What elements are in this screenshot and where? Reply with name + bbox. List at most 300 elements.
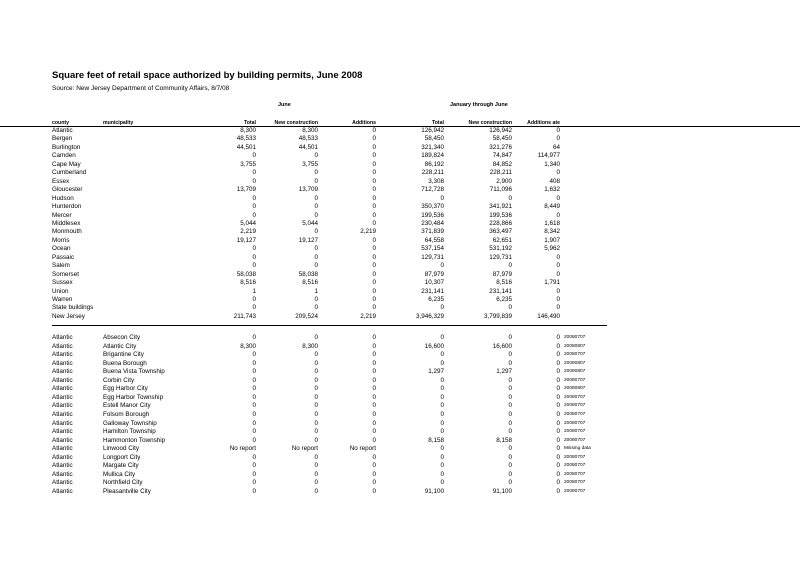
cell-ytd-additions: 0 [556, 342, 560, 350]
cell-ytd-new-construction: 0 [508, 393, 512, 401]
cell-ytd-new-construction: 16,600 [492, 342, 512, 350]
cell-june-total: 0 [252, 470, 256, 478]
cell-june-additions: 2,219 [360, 312, 376, 320]
cell-municipality: Margate City [103, 462, 139, 470]
cell-june-new-construction: 0 [314, 419, 318, 427]
cell-report-date: 20080707 [564, 463, 586, 469]
cell-june-additions: 0 [372, 270, 376, 278]
cell-june-total: 0 [252, 351, 256, 359]
cell-june-total: 0 [252, 410, 256, 418]
cell-county: Warren [52, 296, 73, 303]
cell-report-date: 20080807 [564, 343, 586, 349]
cell-june-new-construction: 3,755 [302, 160, 318, 168]
cell-report-date: 20080707 [564, 403, 586, 409]
table-row [0, 351, 800, 359]
col-ytd-additions: Additions ate [527, 120, 560, 126]
cell-june-new-construction: 0 [314, 169, 318, 177]
cell-ytd-total: 0 [440, 445, 444, 453]
cell-ytd-total: 0 [440, 428, 444, 436]
cell-county: Ocean [52, 245, 71, 253]
cell-ytd-total: 231,141 [421, 287, 444, 295]
table-row [0, 454, 800, 462]
cell-june-total: 0 [252, 428, 256, 436]
cell-june-total: 0 [252, 393, 256, 401]
cell-june-additions: 0 [372, 428, 376, 436]
cell-report-date: 20080707 [564, 471, 586, 477]
cell-ytd-new-construction: 87,979 [492, 270, 512, 278]
cell-june-total: 0 [252, 376, 256, 384]
table-row [0, 411, 800, 419]
cell-municipality: Galloway Township [103, 419, 157, 427]
cell-june-total: 0 [252, 385, 256, 393]
cell-county: Atlantic [52, 436, 73, 444]
cell-municipality: Longport City [103, 453, 141, 461]
cell-ytd-total: 0 [440, 385, 444, 393]
cell-june-additions: 0 [372, 334, 376, 341]
cell-ytd-additions: 0 [556, 334, 560, 341]
cell-county: Gloucester [52, 186, 83, 194]
cell-county: Atlantic [52, 334, 73, 341]
cell-ytd-additions: 1,907 [544, 236, 560, 244]
cell-ytd-new-construction: 0 [508, 304, 512, 312]
cell-municipality: Buena Borough [103, 359, 147, 367]
cell-ytd-total: 321,340 [421, 143, 444, 151]
cell-ytd-total: 0 [440, 359, 444, 367]
cell-ytd-new-construction: 0 [508, 359, 512, 367]
cell-ytd-new-construction: 231,141 [489, 287, 512, 295]
cell-municipality: Hammonton Township [103, 436, 166, 444]
cell-ytd-new-construction: 0 [508, 419, 512, 427]
cell-june-additions: 0 [372, 351, 376, 359]
cell-ytd-total: 10,307 [424, 279, 444, 287]
cell-ytd-total: 350,370 [421, 203, 444, 211]
cell-ytd-additions: 5,962 [544, 245, 560, 253]
cell-county: Cape May [52, 160, 81, 168]
cell-ytd-total: 16,600 [424, 342, 444, 350]
cell-ytd-total: 8,158 [428, 436, 444, 444]
cell-june-total: 8,516 [240, 279, 256, 287]
cell-june-total: 0 [252, 334, 256, 341]
cell-june-total: 0 [252, 453, 256, 461]
cell-june-new-construction: 0 [314, 296, 318, 303]
cell-june-total: 5,044 [240, 219, 256, 227]
cell-report-date: 20080707 [564, 394, 586, 400]
col-ytd-total: Total [431, 120, 444, 126]
cell-report-date: 20080707 [564, 352, 586, 358]
table-row [0, 178, 800, 186]
cell-june-additions: 0 [372, 177, 376, 185]
cell-june-additions: 0 [372, 236, 376, 244]
cell-june-additions: 0 [372, 135, 376, 143]
table-row [0, 462, 800, 470]
cell-june-new-construction: 0 [314, 479, 318, 487]
cell-june-new-construction: 13,709 [298, 186, 318, 194]
table-row [0, 445, 800, 453]
cell-county: State buildings [52, 304, 94, 312]
cell-ytd-total: 0 [440, 419, 444, 427]
table-row [0, 437, 800, 445]
table-row [0, 394, 800, 402]
cell-ytd-additions: 0 [556, 393, 560, 401]
cell-june-additions: 0 [372, 402, 376, 410]
cell-ytd-new-construction: 341,921 [489, 203, 512, 211]
cell-ytd-new-construction: 0 [508, 445, 512, 453]
cell-june-additions: 0 [372, 127, 376, 134]
cell-county: Atlantic [52, 385, 73, 393]
table-row [0, 245, 800, 253]
table-row [0, 377, 800, 385]
cell-county: Atlantic [52, 359, 73, 367]
cell-june-additions: 0 [372, 160, 376, 168]
cell-june-additions: 0 [372, 203, 376, 211]
cell-ytd-new-construction: 3,799,839 [483, 312, 512, 320]
cell-municipality: Absecon City [103, 334, 141, 341]
cell-ytd-total: 1,297 [428, 368, 444, 376]
column-header-row [0, 120, 800, 127]
cell-ytd-additions: 0 [556, 436, 560, 444]
table-row [0, 288, 800, 296]
cell-june-new-construction: 0 [314, 334, 318, 341]
cell-june-total: 0 [252, 203, 256, 211]
cell-county: Atlantic [52, 342, 73, 350]
cell-ytd-total: 64,558 [424, 236, 444, 244]
cell-june-additions: 0 [372, 194, 376, 202]
cell-ytd-new-construction: 0 [508, 376, 512, 384]
table-row [0, 212, 800, 220]
cell-june-new-construction: 0 [314, 393, 318, 401]
cell-county: Somerset [52, 270, 79, 278]
cell-june-additions: 0 [372, 245, 376, 253]
cell-june-total: 0 [252, 402, 256, 410]
col-june-total: Total [243, 120, 256, 126]
cell-june-new-construction: 8,300 [302, 127, 318, 134]
col-county: county [52, 120, 70, 126]
cell-report-date: 20080807 [564, 369, 586, 375]
cell-ytd-total: 0 [440, 351, 444, 359]
cell-municipality: Hamilton Township [103, 428, 156, 436]
cell-county: Atlantic [52, 428, 73, 436]
cell-ytd-new-construction: 363,497 [489, 228, 512, 236]
cell-june-new-construction: 0 [314, 262, 318, 270]
cell-ytd-additions: 0 [556, 410, 560, 418]
cell-june-total: 0 [252, 304, 256, 312]
cell-june-total: 0 [252, 368, 256, 376]
cell-county: Atlantic [52, 410, 73, 418]
cell-ytd-additions: 0 [556, 262, 560, 270]
cell-june-total: 0 [252, 479, 256, 487]
cell-june-new-construction: 48,533 [298, 135, 318, 143]
cell-june-new-construction: 0 [314, 228, 318, 236]
cell-june-total: 58,038 [236, 270, 256, 278]
cell-ytd-additions: 0 [556, 428, 560, 436]
table-row [0, 488, 800, 496]
cell-ytd-new-construction: 0 [508, 385, 512, 393]
cell-report-date: 20080707 [564, 420, 586, 426]
table-row [0, 144, 800, 152]
col-june-additions: Additions [352, 120, 376, 126]
cell-june-additions: 0 [372, 296, 376, 303]
cell-june-new-construction: 0 [314, 410, 318, 418]
cell-report-date: 20080707 [564, 454, 586, 460]
cell-county: Atlantic [52, 479, 73, 487]
cell-ytd-new-construction: 228,211 [489, 169, 512, 177]
cell-ytd-new-construction: 0 [508, 402, 512, 410]
cell-ytd-additions: 0 [556, 211, 560, 219]
report-source: Source: New Jersey Department of Community Affairs, 8/7/08 [52, 85, 230, 92]
cell-ytd-additions: 0 [556, 287, 560, 295]
cell-june-additions: 0 [372, 462, 376, 470]
cell-county: Hunterdon [52, 203, 82, 211]
cell-ytd-total: 0 [440, 462, 444, 470]
table-row [0, 471, 800, 479]
cell-june-additions: 0 [372, 359, 376, 367]
cell-ytd-total: 0 [440, 402, 444, 410]
cell-county: Bergen [52, 135, 73, 143]
cell-ytd-new-construction: 0 [508, 428, 512, 436]
cell-june-additions: 0 [372, 419, 376, 427]
cell-municipality: Mullica City [103, 470, 136, 478]
cell-county: Mercer [52, 211, 72, 219]
cell-june-total: 0 [252, 296, 256, 303]
cell-june-new-construction: 0 [314, 368, 318, 376]
cell-county: Middlesex [52, 219, 81, 227]
cell-june-total: 19,127 [236, 236, 256, 244]
cell-ytd-new-construction: 199,536 [489, 211, 512, 219]
cell-ytd-additions: 0 [556, 376, 560, 384]
cell-june-new-construction: 209,524 [295, 312, 318, 320]
cell-county: Atlantic [52, 487, 73, 495]
cell-municipality: Egg Harbor City [103, 385, 148, 393]
cell-june-additions: 0 [372, 487, 376, 495]
cell-june-total: 8,300 [240, 127, 256, 134]
cell-ytd-new-construction: 6,235 [496, 296, 512, 303]
cell-county: Atlantic [52, 445, 73, 453]
cell-ytd-new-construction: 0 [508, 262, 512, 270]
table-row [0, 368, 800, 376]
cell-ytd-additions: 64 [552, 143, 560, 151]
cell-ytd-new-construction: 0 [508, 479, 512, 487]
cell-ytd-additions: 8,342 [544, 228, 560, 236]
cell-ytd-additions: 0 [556, 470, 560, 478]
cell-ytd-additions: 1,632 [544, 186, 560, 194]
cell-ytd-total: 0 [440, 194, 444, 202]
cell-county: Morris [52, 236, 70, 244]
cell-municipality: Linwood City [103, 445, 140, 453]
cell-county: Atlantic [52, 127, 73, 134]
cell-june-total: 0 [252, 169, 256, 177]
table-row [0, 237, 800, 245]
cell-june-additions: 0 [372, 436, 376, 444]
ytd-group-header: January through June [450, 102, 508, 108]
cell-june-new-construction: 0 [314, 194, 318, 202]
cell-ytd-new-construction: 126,942 [489, 127, 512, 134]
cell-ytd-total: 199,536 [421, 211, 444, 219]
cell-ytd-additions: 0 [556, 445, 560, 453]
table-row [0, 228, 800, 236]
cell-ytd-new-construction: 321,276 [489, 143, 512, 151]
cell-ytd-new-construction: 129,731 [489, 253, 512, 261]
cell-municipality: Northfield City [103, 479, 143, 487]
cell-ytd-new-construction: 228,866 [489, 219, 512, 227]
cell-june-additions: 0 [372, 287, 376, 295]
cell-ytd-total: 0 [440, 304, 444, 312]
cell-ytd-total: 91,100 [424, 487, 444, 495]
cell-june-new-construction: 0 [314, 203, 318, 211]
cell-ytd-additions: 1,791 [544, 279, 560, 287]
cell-county: Atlantic [52, 351, 73, 359]
table-row [0, 254, 800, 262]
col-june-new-construction: New construction [274, 120, 318, 126]
cell-municipality: Buena Vista Township [103, 368, 165, 376]
cell-report-date: Missing data [564, 446, 591, 452]
cell-june-total: 0 [252, 436, 256, 444]
cell-ytd-new-construction: 0 [508, 470, 512, 478]
table-row [0, 479, 800, 487]
june-group-header: June [278, 102, 291, 108]
cell-report-date: 20080707 [564, 488, 586, 494]
cell-june-new-construction: 0 [314, 385, 318, 393]
cell-ytd-additions: 8,449 [544, 203, 560, 211]
cell-ytd-total: 6,235 [428, 296, 444, 303]
cell-june-total: 0 [252, 152, 256, 160]
cell-june-total: 211,743 [233, 312, 256, 320]
cell-june-total: 0 [252, 211, 256, 219]
cell-june-total: 0 [252, 245, 256, 253]
cell-ytd-new-construction: 74,847 [492, 152, 512, 160]
report-title: Square feet of retail space authorized by building permits, June 2008 [52, 70, 363, 81]
table-row [0, 279, 800, 287]
cell-ytd-new-construction: 531,192 [489, 245, 512, 253]
cell-ytd-new-construction: 0 [508, 351, 512, 359]
cell-ytd-additions: 0 [556, 169, 560, 177]
cell-ytd-total: 0 [440, 479, 444, 487]
cell-ytd-total: 0 [440, 334, 444, 341]
table-row [0, 262, 800, 270]
cell-county: Union [52, 287, 69, 295]
table-row [0, 135, 800, 143]
cell-june-total: 44,501 [236, 143, 256, 151]
cell-june-additions: 0 [372, 152, 376, 160]
cell-ytd-additions: 0 [556, 270, 560, 278]
cell-ytd-total: 712,728 [421, 186, 444, 194]
cell-ytd-total: 87,979 [424, 270, 444, 278]
cell-june-new-construction: 8,300 [302, 342, 318, 350]
cell-june-total: No report [229, 445, 256, 453]
cell-june-new-construction: 0 [314, 351, 318, 359]
cell-june-additions: 0 [372, 143, 376, 151]
cell-county: Passaic [52, 253, 75, 261]
table-row [0, 420, 800, 428]
cell-municipality: Atlantic City [103, 342, 137, 350]
cell-june-additions: 0 [372, 453, 376, 461]
cell-county: Burlington [52, 143, 81, 151]
cell-ytd-additions: 0 [556, 351, 560, 359]
cell-county: Atlantic [52, 368, 73, 376]
cell-county: Sussex [52, 279, 73, 287]
cell-ytd-total: 3,946,329 [415, 312, 444, 320]
cell-ytd-additions: 0 [556, 304, 560, 312]
cell-june-additions: 0 [372, 479, 376, 487]
cell-county: Salem [52, 262, 70, 270]
cell-county: Cumberland [52, 169, 87, 177]
cell-ytd-additions: 0 [556, 253, 560, 261]
cell-report-date: 20080707 [564, 411, 586, 417]
cell-june-additions: 0 [372, 410, 376, 418]
cell-ytd-new-construction: 0 [508, 410, 512, 418]
cell-ytd-total: 3,308 [428, 177, 444, 185]
cell-ytd-total: 537,154 [421, 245, 444, 253]
cell-june-total: 0 [252, 462, 256, 470]
cell-ytd-new-construction: 2,900 [496, 177, 512, 185]
cell-county: Atlantic [52, 393, 73, 401]
cell-report-date: 20080707 [564, 437, 586, 443]
cell-ytd-additions: 0 [556, 385, 560, 393]
cell-municipality: Brigantine City [103, 351, 144, 359]
cell-county: Essex [52, 177, 70, 185]
cell-report-date: 20080707 [564, 377, 586, 383]
cell-county: Atlantic [52, 376, 73, 384]
cell-june-new-construction: 5,044 [302, 219, 318, 227]
cell-june-new-construction: 0 [314, 304, 318, 312]
cell-ytd-total: 129,731 [421, 253, 444, 261]
table-row [0, 195, 800, 203]
cell-ytd-additions: 0 [556, 135, 560, 143]
cell-june-total: 8,300 [240, 342, 256, 350]
table-row [0, 313, 800, 321]
cell-ytd-additions: 0 [556, 127, 560, 134]
cell-municipality: Folsom Borough [103, 410, 150, 418]
cell-ytd-new-construction: 711,096 [489, 186, 512, 194]
cell-june-total: 0 [252, 419, 256, 427]
cell-ytd-total: 0 [440, 410, 444, 418]
cell-june-additions: 0 [372, 304, 376, 312]
cell-ytd-new-construction: 0 [508, 462, 512, 470]
cell-municipality: Egg Harbor Township [103, 393, 164, 401]
cell-ytd-additions: 0 [556, 479, 560, 487]
cell-june-additions: 0 [372, 470, 376, 478]
cell-ytd-additions: 146,490 [537, 312, 560, 320]
cell-june-additions: 0 [372, 186, 376, 194]
table-row [0, 428, 800, 436]
cell-ytd-additions: 0 [556, 487, 560, 495]
cell-june-additions: 0 [372, 169, 376, 177]
cell-ytd-additions: 1,340 [544, 160, 560, 168]
cell-june-additions: 0 [372, 279, 376, 287]
cell-june-total: 0 [252, 177, 256, 185]
cell-june-new-construction: 0 [314, 245, 318, 253]
cell-june-new-construction: 0 [314, 428, 318, 436]
cell-ytd-total: 371,839 [421, 228, 444, 236]
table-row [0, 385, 800, 393]
cell-county: Atlantic [52, 453, 73, 461]
cell-report-date: 20080807 [564, 386, 586, 392]
cell-municipality: Pleasantville City [103, 487, 151, 495]
cell-june-new-construction: 0 [314, 211, 318, 219]
cell-june-new-construction: 0 [314, 462, 318, 470]
cell-county: Atlantic [52, 462, 73, 470]
cell-ytd-additions: 408 [549, 177, 560, 185]
cell-ytd-total: 58,450 [424, 135, 444, 143]
cell-june-new-construction: 8,516 [302, 279, 318, 287]
cell-ytd-total: 189,824 [421, 152, 444, 160]
col-ytd-new-construction: New construction [468, 120, 512, 126]
table-row [0, 334, 800, 342]
table-row [0, 360, 800, 368]
cell-ytd-additions: 0 [556, 402, 560, 410]
cell-ytd-new-construction: 62,651 [492, 236, 512, 244]
cell-june-new-construction: 0 [314, 453, 318, 461]
table-row [0, 152, 800, 160]
